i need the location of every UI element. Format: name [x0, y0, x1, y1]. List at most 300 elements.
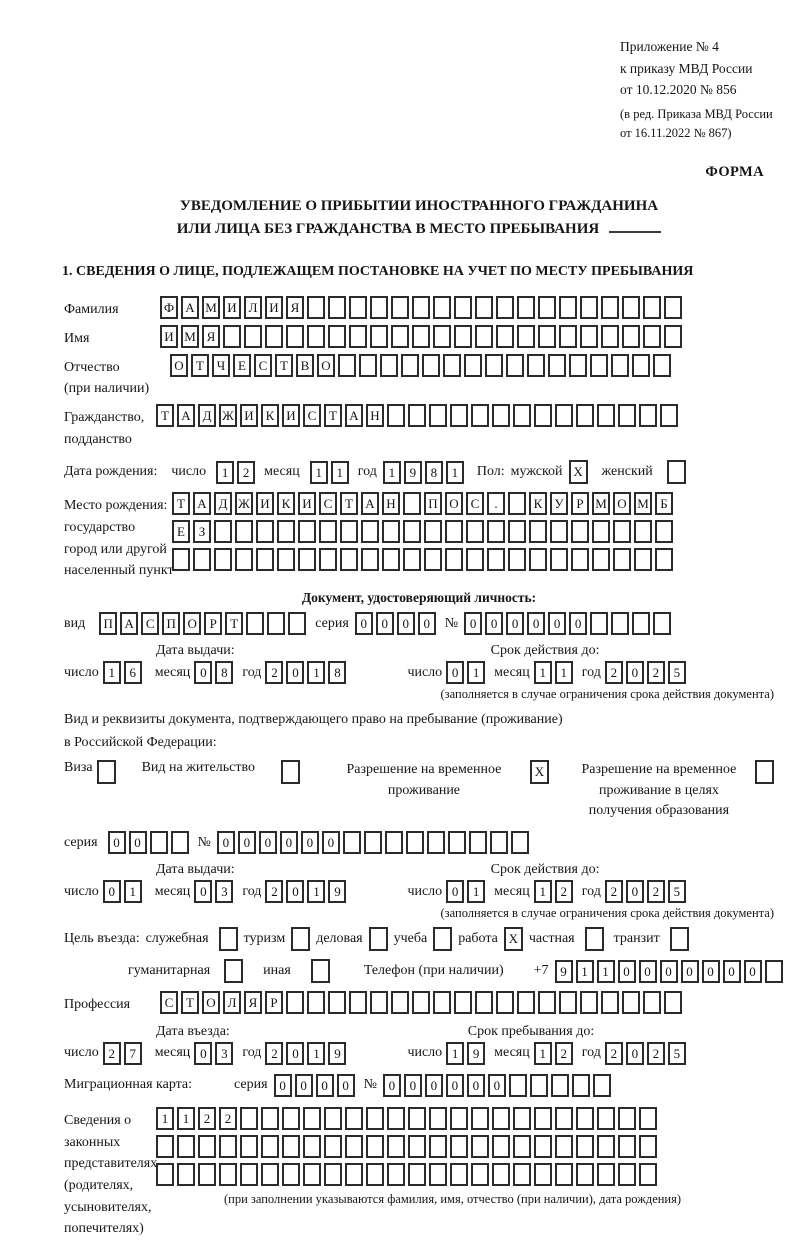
- purpose-official-checkbox: [219, 927, 238, 951]
- appendix-line: Приложение № 4: [620, 39, 719, 54]
- char-cell: О: [445, 492, 463, 515]
- char-cell: [664, 991, 682, 1014]
- char-cell: С: [319, 492, 337, 515]
- char-cell: С: [254, 354, 272, 377]
- char-cell: [303, 1107, 321, 1130]
- char-cell: [601, 325, 619, 348]
- char-cell: [597, 1135, 615, 1158]
- char-cell: [286, 325, 304, 348]
- char-cell: [618, 404, 636, 427]
- birth-date-row: [64, 460, 774, 484]
- char-cell: [506, 354, 524, 377]
- char-cell: 1: [534, 661, 552, 684]
- char-cell: 2: [555, 880, 573, 903]
- residence-issue-year-cells: [265, 880, 349, 903]
- char-cell: 0: [238, 831, 256, 854]
- char-cell: И: [223, 296, 241, 319]
- doc-series-cells: [355, 612, 439, 635]
- char-cell: 0: [316, 1074, 334, 1097]
- char-cell: [246, 612, 264, 635]
- purpose-official-label: служебная: [145, 931, 209, 947]
- char-cell: 2: [555, 1042, 573, 1065]
- birth-day-cells: [216, 461, 258, 484]
- profession-label: Профессия: [64, 997, 131, 1013]
- char-cell: 1: [103, 661, 121, 684]
- char-cell: [597, 404, 615, 427]
- char-cell: [471, 404, 489, 427]
- issue-month-cells: [194, 661, 236, 684]
- visa-checkbox: [97, 760, 116, 784]
- char-cell: [235, 520, 253, 543]
- char-cell: И: [282, 404, 300, 427]
- residence-number-label: №: [197, 834, 211, 850]
- char-cell: 0: [194, 880, 212, 903]
- char-cell: Т: [156, 404, 174, 427]
- purpose-row-1: [64, 927, 774, 951]
- char-cell: [172, 548, 190, 571]
- char-cell: Т: [340, 492, 358, 515]
- birth-place-cells-2: [172, 520, 676, 543]
- issue-date-heading: Дата выдачи:: [156, 643, 235, 659]
- char-cell: [592, 520, 610, 543]
- char-cell: 1: [555, 661, 573, 684]
- migration-series-label: серия: [234, 1077, 268, 1093]
- residence-permit-label: Вид на жительство: [141, 760, 255, 776]
- char-cell: [324, 1135, 342, 1158]
- char-cell: [572, 1074, 590, 1097]
- residence-valid-year-cells: [605, 880, 689, 903]
- issue-day-cells: [103, 661, 145, 684]
- char-cell: [508, 520, 526, 543]
- char-cell: [597, 1163, 615, 1186]
- char-cell: [177, 1135, 195, 1158]
- char-cell: [328, 991, 346, 1014]
- identity-dates-row: [64, 661, 774, 684]
- section1-heading: 1. СВЕДЕНИЯ О ЛИЦЕ, ПОДЛЕЖАЩЕМ ПОСТАНОВКЕ НА УЧЕТ ПО МЕСТУ ПРЕБЫВАНИЯ: [62, 264, 694, 280]
- char-cell: Д: [198, 404, 216, 427]
- char-cell: [171, 831, 189, 854]
- char-cell: Я: [244, 991, 262, 1014]
- char-cell: 1: [310, 461, 328, 484]
- char-cell: 1: [576, 960, 594, 983]
- char-cell: [513, 1107, 531, 1130]
- valid-day-cells: [446, 661, 488, 684]
- char-cell: [639, 1135, 657, 1158]
- appendix-line: к приказу МВД России: [620, 60, 753, 76]
- char-cell: П: [99, 612, 117, 635]
- char-cell: 1: [216, 461, 234, 484]
- char-cell: [429, 1163, 447, 1186]
- char-cell: 1: [177, 1107, 195, 1130]
- char-cell: [492, 404, 510, 427]
- char-cell: [559, 991, 577, 1014]
- char-cell: [261, 1163, 279, 1186]
- char-cell: И: [256, 492, 274, 515]
- given-name-cells: [160, 325, 685, 348]
- char-cell: 1: [467, 880, 485, 903]
- migration-number-cells: [383, 1074, 614, 1097]
- char-cell: Р: [571, 492, 589, 515]
- phone-label: Телефон (при наличии): [363, 963, 504, 979]
- sex-female-label: женский: [601, 464, 653, 480]
- valid-month-cells: [534, 661, 576, 684]
- day-label: число: [171, 464, 207, 480]
- char-cell: Т: [324, 404, 342, 427]
- char-cell: [198, 1135, 216, 1158]
- char-cell: 6: [124, 661, 142, 684]
- purpose-humanitarian-checkbox: [224, 959, 243, 983]
- purpose-private-label: частная: [528, 931, 575, 947]
- char-cell: И: [240, 404, 258, 427]
- char-cell: Ж: [235, 492, 253, 515]
- edit-note-line: (в ред. Приказа МВД России: [620, 106, 773, 121]
- residence-issue-day-cells: [103, 880, 145, 903]
- char-cell: В: [296, 354, 314, 377]
- purpose-transit-label: транзит: [613, 931, 660, 947]
- char-cell: [387, 1135, 405, 1158]
- char-cell: У: [550, 492, 568, 515]
- char-cell: 2: [605, 1042, 623, 1065]
- char-cell: [219, 1163, 237, 1186]
- char-cell: [639, 1107, 657, 1130]
- char-cell: [450, 1135, 468, 1158]
- stay-until-heading: Срок пребывания до:: [467, 1023, 595, 1039]
- char-cell: [193, 548, 211, 571]
- char-cell: [403, 548, 421, 571]
- char-cell: 1: [331, 461, 349, 484]
- residence-valid-day-cells: [446, 880, 488, 903]
- char-cell: [277, 520, 295, 543]
- stay-date-group: число 1 9 месяц 1 2 год 2 0 2 5: [407, 1042, 688, 1065]
- char-cell: М: [181, 325, 199, 348]
- char-cell: [445, 548, 463, 571]
- char-cell: [240, 1107, 258, 1130]
- char-cell: 0: [295, 1074, 313, 1097]
- temp-residence-label: Разрешение на временное проживание: [346, 762, 502, 798]
- char-cell: О: [183, 612, 201, 635]
- char-cell: К: [277, 492, 295, 515]
- char-cell: [613, 548, 631, 571]
- char-cell: [580, 991, 598, 1014]
- citizenship-cells: [156, 404, 681, 427]
- char-cell: [307, 296, 325, 319]
- char-cell: 1: [534, 880, 552, 903]
- char-cell: [466, 520, 484, 543]
- char-cell: [529, 548, 547, 571]
- char-cell: 2: [265, 880, 283, 903]
- char-cell: [366, 1163, 384, 1186]
- identity-issue-date: число 1 6 месяц 0 8 год 2 0 1 8: [64, 661, 349, 684]
- char-cell: 0: [418, 612, 436, 635]
- char-cell: [517, 325, 535, 348]
- char-cell: [492, 1163, 510, 1186]
- char-cell: [349, 296, 367, 319]
- char-cell: [590, 354, 608, 377]
- char-cell: [412, 991, 430, 1014]
- residence-validity-note: (заполняется в случае ограничения срока действия документа): [440, 906, 774, 921]
- char-cell: П: [424, 492, 442, 515]
- char-cell: [382, 520, 400, 543]
- char-cell: [328, 325, 346, 348]
- char-cell: Н: [382, 492, 400, 515]
- char-cell: [303, 1163, 321, 1186]
- char-cell: 2: [103, 1042, 121, 1065]
- doc-kind-label: вид: [64, 615, 86, 631]
- purpose-other-checkbox: [311, 959, 330, 983]
- char-cell: [454, 991, 472, 1014]
- char-cell: [328, 296, 346, 319]
- purpose-study-label: учеба: [393, 931, 428, 947]
- char-cell: 9: [467, 1042, 485, 1065]
- char-cell: 0: [548, 612, 566, 635]
- profession-cells: [160, 991, 685, 1014]
- char-cell: 0: [194, 1042, 212, 1065]
- char-cell: [538, 296, 556, 319]
- char-cell: [235, 548, 253, 571]
- char-cell: [429, 1107, 447, 1130]
- char-cell: [298, 548, 316, 571]
- surname-label: Фамилия: [64, 302, 119, 318]
- char-cell: [403, 492, 421, 515]
- char-cell: [298, 520, 316, 543]
- char-cell: Т: [225, 612, 243, 635]
- char-cell: [303, 1135, 321, 1158]
- edu-residence-checkbox: [755, 760, 774, 784]
- char-cell: [244, 325, 262, 348]
- birth-place-cells-3: [172, 548, 676, 571]
- birth-place-label: Место рождения: государство город или другой населенный пункт: [64, 498, 174, 579]
- residence-valid-month-cells: [534, 880, 576, 903]
- char-cell: [622, 325, 640, 348]
- char-cell: [464, 354, 482, 377]
- edit-note-block: [620, 105, 774, 143]
- char-cell: [450, 1107, 468, 1130]
- char-cell: 0: [322, 831, 340, 854]
- char-cell: [487, 520, 505, 543]
- purpose-row-2: [64, 959, 774, 983]
- stay-year-cells: [605, 1042, 689, 1065]
- char-cell: 0: [355, 612, 373, 635]
- form-label: ФОРМА: [705, 164, 764, 181]
- char-cell: [555, 1163, 573, 1186]
- char-cell: 0: [404, 1074, 422, 1097]
- identity-doc-heading: Документ, удостоверяющий личность:: [301, 590, 537, 606]
- char-cell: С: [160, 991, 178, 1014]
- birth-place-row: [64, 492, 774, 582]
- char-cell: [349, 991, 367, 1014]
- char-cell: 1: [534, 1042, 552, 1065]
- char-cell: [256, 520, 274, 543]
- char-cell: [370, 296, 388, 319]
- char-cell: О: [317, 354, 335, 377]
- char-cell: [534, 1163, 552, 1186]
- char-cell: [324, 1163, 342, 1186]
- purpose-tourism-label: туризм: [243, 931, 286, 947]
- char-cell: [454, 296, 472, 319]
- char-cell: [559, 296, 577, 319]
- edit-note-line: от 16.11.2022 № 867): [620, 125, 732, 140]
- sex-label: Пол:: [476, 464, 505, 480]
- citizenship-row: [64, 404, 774, 450]
- entry-dates-row: [64, 1042, 774, 1065]
- char-cell: [611, 354, 629, 377]
- char-cell: [471, 1163, 489, 1186]
- char-cell: 1: [307, 880, 325, 903]
- char-cell: [576, 1107, 594, 1130]
- char-cell: [427, 831, 445, 854]
- char-cell: 0: [660, 960, 678, 983]
- patronymic-cells: [170, 354, 674, 377]
- char-cell: [307, 991, 325, 1014]
- entry-date-heading: Дата въезда:: [156, 1023, 230, 1039]
- identity-validity-note: (заполняется в случае ограничения срока действия документа): [440, 687, 774, 702]
- temp-residence-checkbox: X: [530, 760, 549, 784]
- char-cell: [530, 1074, 548, 1097]
- char-cell: 0: [259, 831, 277, 854]
- char-cell: 2: [647, 1042, 665, 1065]
- entry-date-group: число 2 7 месяц 0 3 год 2 0 1 9: [64, 1042, 349, 1065]
- char-cell: 0: [280, 831, 298, 854]
- representatives-label: Сведения о законных представителях (родителях, усыновителях, попечителях): [64, 1112, 158, 1237]
- char-cell: Я: [202, 325, 220, 348]
- char-cell: [450, 404, 468, 427]
- char-cell: [448, 831, 466, 854]
- residence-issue-month-cells: [194, 880, 236, 903]
- char-cell: 2: [647, 661, 665, 684]
- char-cell: 5: [668, 661, 686, 684]
- char-cell: [345, 1107, 363, 1130]
- char-cell: 0: [129, 831, 147, 854]
- char-cell: [475, 325, 493, 348]
- char-cell: [385, 831, 403, 854]
- purpose-work-checkbox: X: [504, 927, 523, 951]
- char-cell: 7: [124, 1042, 142, 1065]
- page-title: [64, 195, 774, 240]
- char-cell: [282, 1135, 300, 1158]
- char-cell: О: [613, 492, 631, 515]
- char-cell: 8: [425, 461, 443, 484]
- char-cell: [156, 1135, 174, 1158]
- birth-place-cells-1: [172, 492, 676, 515]
- char-cell: [508, 548, 526, 571]
- char-cell: [307, 325, 325, 348]
- appendix-line: от 10.12.2020 № 856: [620, 82, 737, 98]
- char-cell: [660, 404, 678, 427]
- stay-day-cells: [446, 1042, 488, 1065]
- char-cell: [198, 1163, 216, 1186]
- char-cell: [527, 354, 545, 377]
- char-cell: 1: [156, 1107, 174, 1130]
- doc-number-label: №: [444, 615, 459, 631]
- char-cell: [408, 1163, 426, 1186]
- char-cell: [424, 548, 442, 571]
- char-cell: [286, 991, 304, 1014]
- char-cell: [509, 1074, 527, 1097]
- char-cell: [508, 492, 526, 515]
- char-cell: [387, 1163, 405, 1186]
- char-cell: [267, 612, 285, 635]
- char-cell: 0: [286, 661, 304, 684]
- char-cell: 0: [569, 612, 587, 635]
- char-cell: 0: [376, 612, 394, 635]
- char-cell: [156, 1163, 174, 1186]
- char-cell: [643, 991, 661, 1014]
- char-cell: А: [181, 296, 199, 319]
- char-cell: Е: [233, 354, 251, 377]
- char-cell: [408, 1135, 426, 1158]
- char-cell: Д: [214, 492, 232, 515]
- char-cell: [571, 548, 589, 571]
- char-cell: 0: [286, 880, 304, 903]
- char-cell: 0: [488, 1074, 506, 1097]
- char-cell: 1: [383, 461, 401, 484]
- char-cell: [391, 991, 409, 1014]
- char-cell: [517, 296, 535, 319]
- entry-day-cells: [103, 1042, 145, 1065]
- char-cell: [433, 991, 451, 1014]
- birth-date-label: Дата рождения:: [64, 464, 158, 480]
- purpose-private-checkbox: [585, 927, 604, 951]
- char-cell: [632, 354, 650, 377]
- char-cell: [361, 548, 379, 571]
- char-cell: 0: [397, 612, 415, 635]
- representatives-cells-3: [156, 1163, 681, 1186]
- char-cell: [492, 1135, 510, 1158]
- char-cell: З: [193, 520, 211, 543]
- migration-card-row: [64, 1074, 774, 1097]
- residence-dates-row: [64, 880, 774, 903]
- char-cell: О: [170, 354, 188, 377]
- char-cell: Я: [286, 296, 304, 319]
- char-cell: [490, 831, 508, 854]
- edu-residence-label: Разрешение на временное проживание в целях получения образования: [581, 762, 737, 818]
- char-cell: [601, 296, 619, 319]
- char-cell: [618, 1107, 636, 1130]
- month-label: месяц: [264, 464, 300, 480]
- char-cell: 2: [605, 880, 623, 903]
- char-cell: [406, 831, 424, 854]
- char-cell: [485, 354, 503, 377]
- char-cell: [282, 1107, 300, 1130]
- char-cell: [618, 1135, 636, 1158]
- char-cell: 0: [446, 661, 464, 684]
- char-cell: [223, 325, 241, 348]
- char-cell: [364, 831, 382, 854]
- patronymic-row: [64, 354, 774, 400]
- char-cell: [359, 354, 377, 377]
- char-cell: [433, 325, 451, 348]
- purpose-other-label: иная: [263, 963, 291, 979]
- identity-date-headings: [64, 643, 774, 659]
- representatives-cells-2: [156, 1135, 681, 1158]
- char-cell: Р: [204, 612, 222, 635]
- char-cell: 0: [506, 612, 524, 635]
- year-label: год: [357, 464, 377, 480]
- char-cell: Р: [265, 991, 283, 1014]
- char-cell: 0: [527, 612, 545, 635]
- identity-valid-date: число 0 1 месяц 1 1 год 2 0 2 5: [407, 661, 688, 684]
- char-cell: М: [592, 492, 610, 515]
- char-cell: [643, 296, 661, 319]
- char-cell: [634, 548, 652, 571]
- char-cell: Н: [366, 404, 384, 427]
- citizenship-label: Гражданство, подданство: [64, 410, 145, 447]
- char-cell: М: [202, 296, 220, 319]
- char-cell: 1: [124, 880, 142, 903]
- char-cell: [282, 1163, 300, 1186]
- temp-residence-option: [326, 760, 549, 801]
- char-cell: 0: [626, 880, 644, 903]
